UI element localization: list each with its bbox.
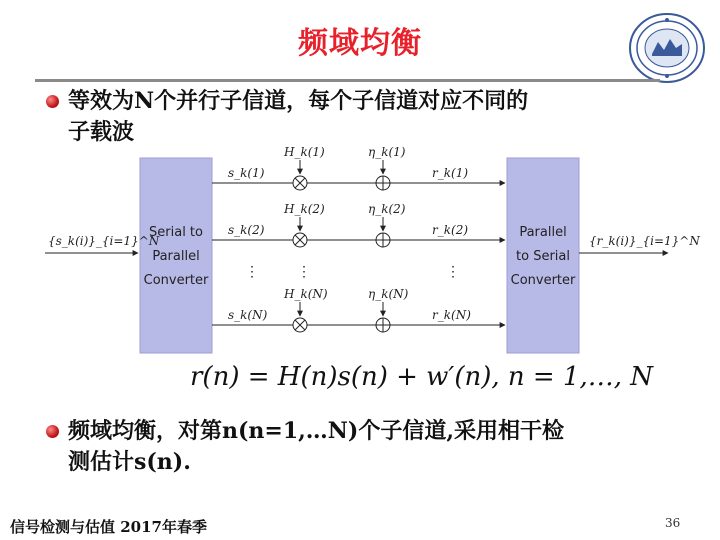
right-block-line-3: Converter xyxy=(510,273,576,288)
bullet-2-line-2: 测估计s(n). xyxy=(68,449,191,475)
right-block-line-2: to Serial xyxy=(516,249,570,264)
bullet-text-2 xyxy=(68,416,564,478)
svg-text:⋮: ⋮ xyxy=(245,264,259,280)
bullet-icon xyxy=(46,425,59,438)
left-block-line-1: Serial to xyxy=(149,225,203,240)
svg-text:H_k(1): H_k(1) xyxy=(284,145,325,159)
bullet-2-line-1: 频域均衡，对第n(n=1,…N)个子信道,采用相干检 xyxy=(68,418,564,444)
page-number: 36 xyxy=(665,516,681,530)
bullet-1-line-2: 子载波 xyxy=(68,119,135,145)
svg-text:r_k(2): r_k(2) xyxy=(432,223,469,237)
left-block-line-3: Converter xyxy=(143,273,209,288)
svg-text:s_k(2): s_k(2) xyxy=(228,223,265,237)
footer-course: 信号检测与估值 2017年春季 xyxy=(10,518,207,536)
svg-text:η_k(N): η_k(N) xyxy=(368,287,409,301)
svg-text:η_k(2): η_k(2) xyxy=(368,202,406,216)
branch-2 xyxy=(212,202,505,247)
input-label: {s_k(i)}_{i=1}^N xyxy=(48,234,160,248)
title-divider xyxy=(35,79,660,82)
bullet-icon xyxy=(46,95,59,108)
left-block-line-2: Parallel xyxy=(152,249,200,264)
svg-text:r_k(1): r_k(1) xyxy=(432,166,469,180)
svg-text:⋮: ⋮ xyxy=(297,264,311,280)
svg-text:s_k(1): s_k(1) xyxy=(228,166,265,180)
right-block-line-1: Parallel xyxy=(519,225,567,240)
slide-title: 频域均衡 xyxy=(298,26,422,61)
branch-N xyxy=(212,287,505,332)
university-logo xyxy=(628,12,706,84)
svg-text:r_k(N): r_k(N) xyxy=(432,308,471,322)
svg-text:η_k(1): η_k(1) xyxy=(368,145,406,159)
output-label: {r_k(i)}_{i=1}^N xyxy=(589,234,700,248)
svg-text:s_k(N): s_k(N) xyxy=(228,308,268,322)
svg-text:H_k(N): H_k(N) xyxy=(284,287,328,301)
svg-text:⋮: ⋮ xyxy=(446,264,460,280)
subchannel-diagram xyxy=(40,138,700,358)
svg-text:H_k(2): H_k(2) xyxy=(284,202,325,216)
branch-1 xyxy=(212,145,505,190)
channel-equation: r(n) = H(n)s(n) + w′(n), n = 1,…, N xyxy=(190,362,654,392)
bullet-1-line-1: 等效为N个并行子信道，每个子信道对应不同的 xyxy=(68,88,529,114)
